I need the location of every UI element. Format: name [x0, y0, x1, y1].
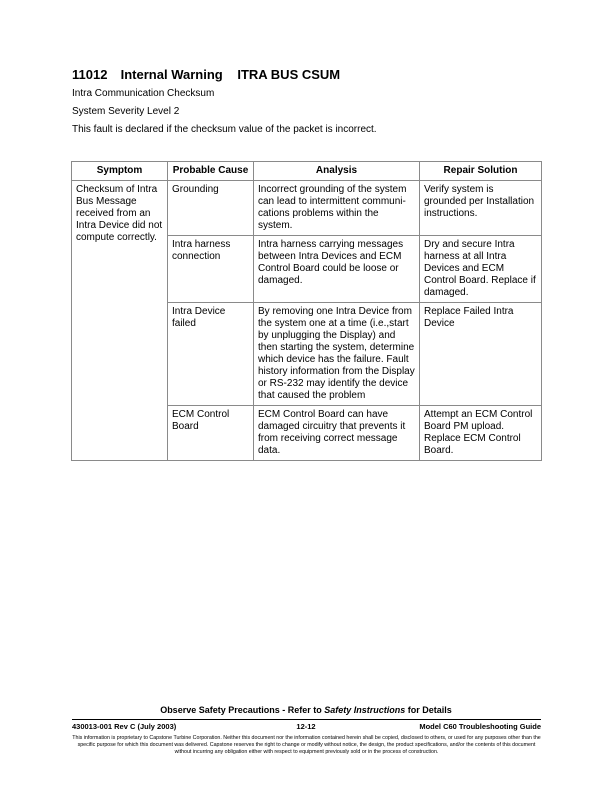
- analysis-cell: Intra harness carrying messages between Intra Devices and ECM Control Board could be loose or damaged.: [254, 236, 420, 303]
- header-analysis: Analysis: [254, 162, 420, 181]
- page-title: [72, 67, 340, 82]
- safety-emphasis: Safety Instructions: [324, 705, 406, 715]
- fault-table: [71, 161, 542, 461]
- solution-cell: Replace Failed Intra Device: [420, 303, 542, 406]
- fault-name: Internal Warning: [120, 67, 223, 82]
- cause-cell: ECM Control Board: [168, 406, 254, 461]
- fault-description: Intra Communication Checksum: [72, 88, 215, 99]
- cause-cell: Intra Device failed: [168, 303, 254, 406]
- legal-notice: This information is proprietary to Capstone Turbine Corporation. Neither this document nor the information contained herein shall be copied, disclosed to others, or used for any purposes other than the specific purpose for which this document was delivered. Capstone reserves the right to change or modify without notice, the design, the product specifications, and/or the contents of this document without incurring any obligation either with respect to equipment previously sold or in the process of construction.: [72, 735, 541, 755]
- header-repair-solution: Repair Solution: [420, 162, 542, 181]
- severity-level: System Severity Level 2: [72, 106, 180, 117]
- header-symptom: Symptom: [72, 162, 168, 181]
- analysis-cell: Incorrect grounding of the system can lead to intermittent communi-cations problems within the system.: [254, 181, 420, 236]
- table-header-row: [72, 162, 542, 181]
- solution-cell: Verify system is grounded per Installation instructions.: [420, 181, 542, 236]
- safety-prefix: Observe Safety Precautions - Refer to: [160, 705, 325, 715]
- fault-label: ITRA BUS CSUM: [237, 67, 341, 82]
- fault-code: 11012: [72, 67, 108, 82]
- analysis-cell: By removing one Intra Device from the system one at a time (i.e.,start by unplugging the Display) and then starting the system, determine which device has the failure. Fault history information from the Display or RS-232 may identify the device that caused the problem: [254, 303, 420, 406]
- safety-suffix: for Details: [405, 705, 452, 715]
- header-probable-cause: Probable Cause: [168, 162, 254, 181]
- safety-notice: [0, 705, 612, 715]
- cause-cell: Grounding: [168, 181, 254, 236]
- cause-cell: Intra harness connection: [168, 236, 254, 303]
- fault-declared-text: This fault is declared if the checksum value of the packet is incorrect.: [72, 124, 377, 135]
- footer-divider: [72, 719, 541, 720]
- solution-cell: Dry and secure Intra harness at all Intra Devices and ECM Control Board. Replace if damaged.: [420, 236, 542, 303]
- analysis-cell: ECM Control Board can have damaged circuitry that prevents it from receiving correct message data.: [254, 406, 420, 461]
- page-number: 12-12: [296, 722, 316, 731]
- symptom-cell: Checksum of Intra Bus Message received from an Intra Device did not compute correctly.: [72, 181, 168, 461]
- guide-title: Model C60 Troubleshooting Guide: [419, 722, 541, 731]
- document-number: 430013-001 Rev C (July 2003): [72, 722, 177, 731]
- table-row: [72, 181, 542, 236]
- solution-cell: Attempt an ECM Control Board PM upload. Replace ECM Control Board.: [420, 406, 542, 461]
